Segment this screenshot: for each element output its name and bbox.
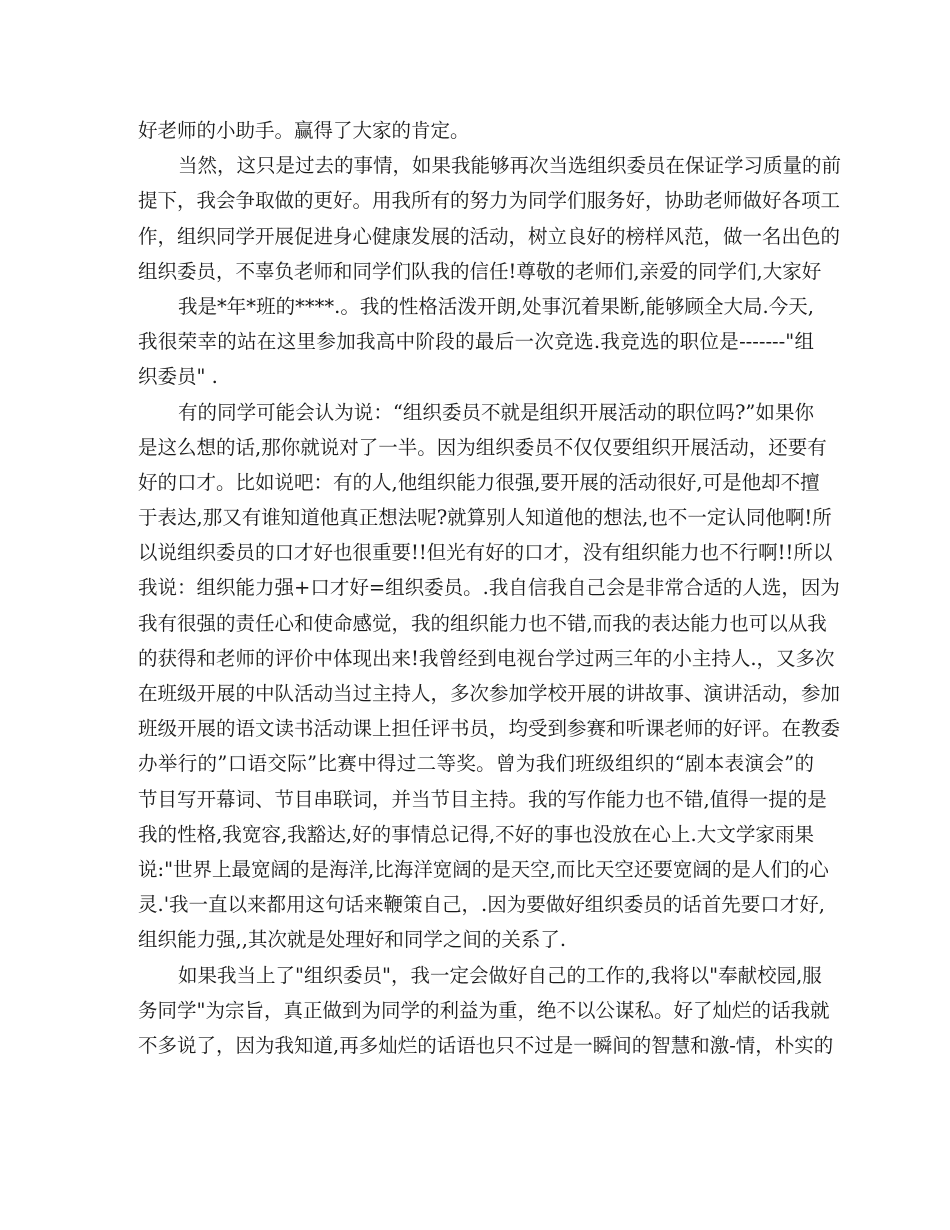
- text-line-4: 作，组织同学开展促进身心健康发展的活动，树立良好的榜样风范，做一名出色的: [138, 224, 841, 248]
- text-line-19: 办举行的”口语交际”比赛中得过二等奖。曾为我们班级组织的“剧本表演会”的: [138, 752, 814, 776]
- text-line-25: 如果我当上了"组织委员"，我一定会做好自己的工作的,我将以"奉献校园,服: [178, 963, 822, 987]
- text-line-22: 说:"世界上最宽阔的是海洋,比海洋宽阔的是天空,而比天空还要宽阔的是人们的心: [138, 857, 829, 881]
- text-line-26: 务同学"为宗旨，真正做到为同学的利益为重，绝不以公谋私。好了灿烂的话我就: [138, 998, 830, 1022]
- text-line-23: 灵.'我一直以来都用这句话来鞭策自己，.因为要做好组织委员的话首先要口才好,: [138, 893, 825, 917]
- text-line-7: 我很荣幸的站在这里参加我高中阶段的最后一次竞选.我竞选的职位是-------"组: [138, 330, 814, 354]
- document-body: [138, 113, 842, 1063]
- text-line-6: 我是*年*班的****.。我的性格活泼开朗,处事沉着果断,能够顾全大局.今天,: [178, 294, 814, 318]
- text-line-20: 节目写开幕词、节目串联词，并当节目主持。我的写作能力也不错,值得一提的是: [138, 787, 827, 811]
- text-line-24: 组织能力强,,其次就是处理好和同学之间的关系了.: [138, 928, 567, 952]
- text-line-13: 以说组织委员的口才好也很重要!!但光有好的口才，没有组织能力也不行啊!!所以: [138, 541, 833, 565]
- text-line-18: 班级开展的语文读书活动课上担任评书员，均受到参赛和听课老师的好评。在教委: [138, 717, 841, 741]
- text-line-16: 的获得和老师的评价中体现出来!我曾经到电视台学过两三年的小主持人.，又多次: [138, 646, 835, 670]
- text-line-27: 不多说了，因为我知道,再多灿烂的话语也只不过是一瞬间的智慧和激-情，朴实的: [138, 1033, 834, 1057]
- text-line-5: 组织委员，不辜负老师和同学们队我的信任!尊敬的老师们,亲爱的同学们,大家好: [138, 259, 822, 283]
- text-line-21: 我的性格,我宽容,我豁达,好的事情总记得,不好的事也没放在心上.大文学家雨果: [138, 822, 814, 846]
- text-line-1: 好老师的小助手。赢得了大家的肯定。: [138, 119, 470, 142]
- text-line-3: 提下，我会争取做的更好。用我所有的努力为同学们服务好，协助老师做好各项工: [138, 189, 841, 213]
- text-line-9: 有的同学可能会认为说：“组织委员不就是组织开展活动的职位吗?”如果你: [178, 400, 814, 424]
- text-line-2: 当然，这只是过去的事情，如果我能够再次当选组织委员在保证学习质量的前: [178, 154, 842, 178]
- text-line-12: 于表达,那又有谁知道他真正想法呢?就算别人知道他的想法,也不一定认同他啊!所: [138, 506, 832, 530]
- text-line-11: 好的口才。比如说吧：有的人,他组织能力很强,要开展的活动很好,可是他却不擅: [138, 470, 820, 494]
- text-line-14: 我说：组织能力强+口才好=组织委员。.我自信我自己会是非常合适的人选，因为: [138, 576, 840, 600]
- text-line-8: 织委员" .: [138, 365, 218, 389]
- text-line-15: 我有很强的责任心和使命感觉，我的组织能力也不错,而我的表达能力也可以从我: [138, 611, 827, 635]
- text-line-17: 在班级开展的中队活动当过主持人，多次参加学校开展的讲故事、演讲活动，参加: [138, 682, 841, 705]
- text-line-10: 是这么想的话,那你就说对了一半。因为组织委员不仅仅要组织开展活动，还要有: [138, 435, 827, 459]
